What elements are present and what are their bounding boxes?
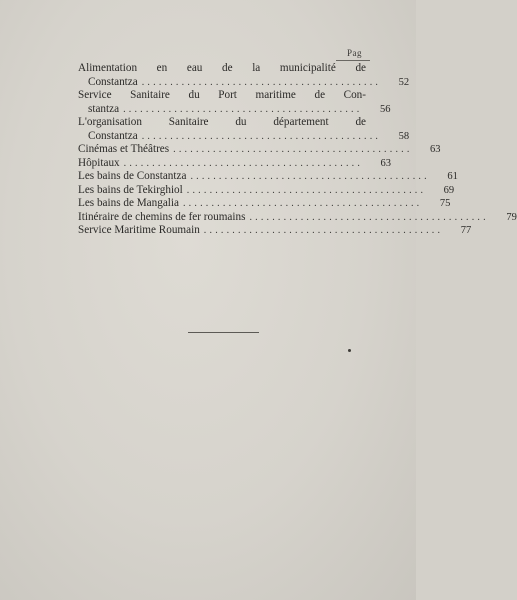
toc-entry: [78, 170, 458, 184]
toc-entry-title: Les bains de Mangalia: [78, 197, 179, 209]
toc-entry-title: Les bains de Tekirghiol: [78, 183, 183, 196]
leader-dots: ..........................................: [203, 225, 444, 236]
toc-entry-title: Les bains de Constantza: [78, 170, 187, 182]
toc-entry: [78, 116, 410, 143]
leader-dots: ..........................................: [173, 144, 413, 155]
end-rule: [188, 332, 259, 333]
toc-entry-page: 69: [443, 184, 455, 196]
page-column-header: Pag: [347, 48, 362, 58]
toc-entry-page: 61: [447, 171, 458, 182]
toc-entry-page: 63: [380, 157, 392, 169]
toc-entry-page: 77: [460, 225, 472, 236]
leader-dots: ..........................................: [141, 76, 382, 88]
leader-dots: ..........................................: [141, 130, 382, 142]
toc-entry-title-continuation: stantza: [88, 102, 120, 115]
toc-entry-page: 75: [439, 198, 451, 209]
toc-entry-page: 58: [398, 130, 410, 142]
toc-entry-title-continuation: Constantza: [88, 129, 138, 142]
leader-dots: ..........................................: [186, 184, 427, 196]
leader-dots: ..........................................: [249, 211, 489, 223]
toc-entry-page: 63: [430, 144, 441, 155]
toc-entry-title-line: L'organisation Sanitaire du département de: [78, 116, 366, 128]
toc-entry: [78, 183, 455, 198]
toc-entry: [78, 156, 392, 171]
leader-dots: ..........................................: [182, 198, 423, 209]
ink-speck: [348, 349, 351, 352]
toc-entry-page: 79: [506, 211, 517, 223]
leader-dots: ..........................................: [123, 157, 364, 169]
toc-entry: [78, 89, 391, 116]
toc-entry: [78, 210, 517, 225]
toc-entry: [78, 62, 410, 89]
leader-dots: ..........................................: [190, 171, 430, 182]
toc-entry-title: Cinémas et Théâtres: [78, 143, 170, 155]
toc-entry: [78, 143, 441, 157]
toc-entry-title: Itinéraire de chemins de fer roumains: [78, 210, 246, 223]
toc-entry-title: Hôpitaux: [78, 156, 120, 169]
toc-entry-page: 56: [379, 103, 391, 115]
toc-entry: [78, 224, 472, 238]
toc-entry-page: 52: [398, 76, 410, 88]
table-of-contents: [78, 62, 517, 238]
toc-entry-title-line: Alimentation en eau de la municipalité de: [78, 62, 366, 74]
header-rule: [336, 60, 370, 61]
toc-entry: [78, 197, 451, 211]
toc-entry-title-continuation: Constantza: [88, 75, 138, 88]
toc-entry-title-line: Service Sanitaire du Port maritime de Con-: [78, 89, 366, 101]
toc-entry-title: Service Maritime Roumain: [78, 224, 200, 236]
leader-dots: ..........................................: [123, 103, 363, 115]
